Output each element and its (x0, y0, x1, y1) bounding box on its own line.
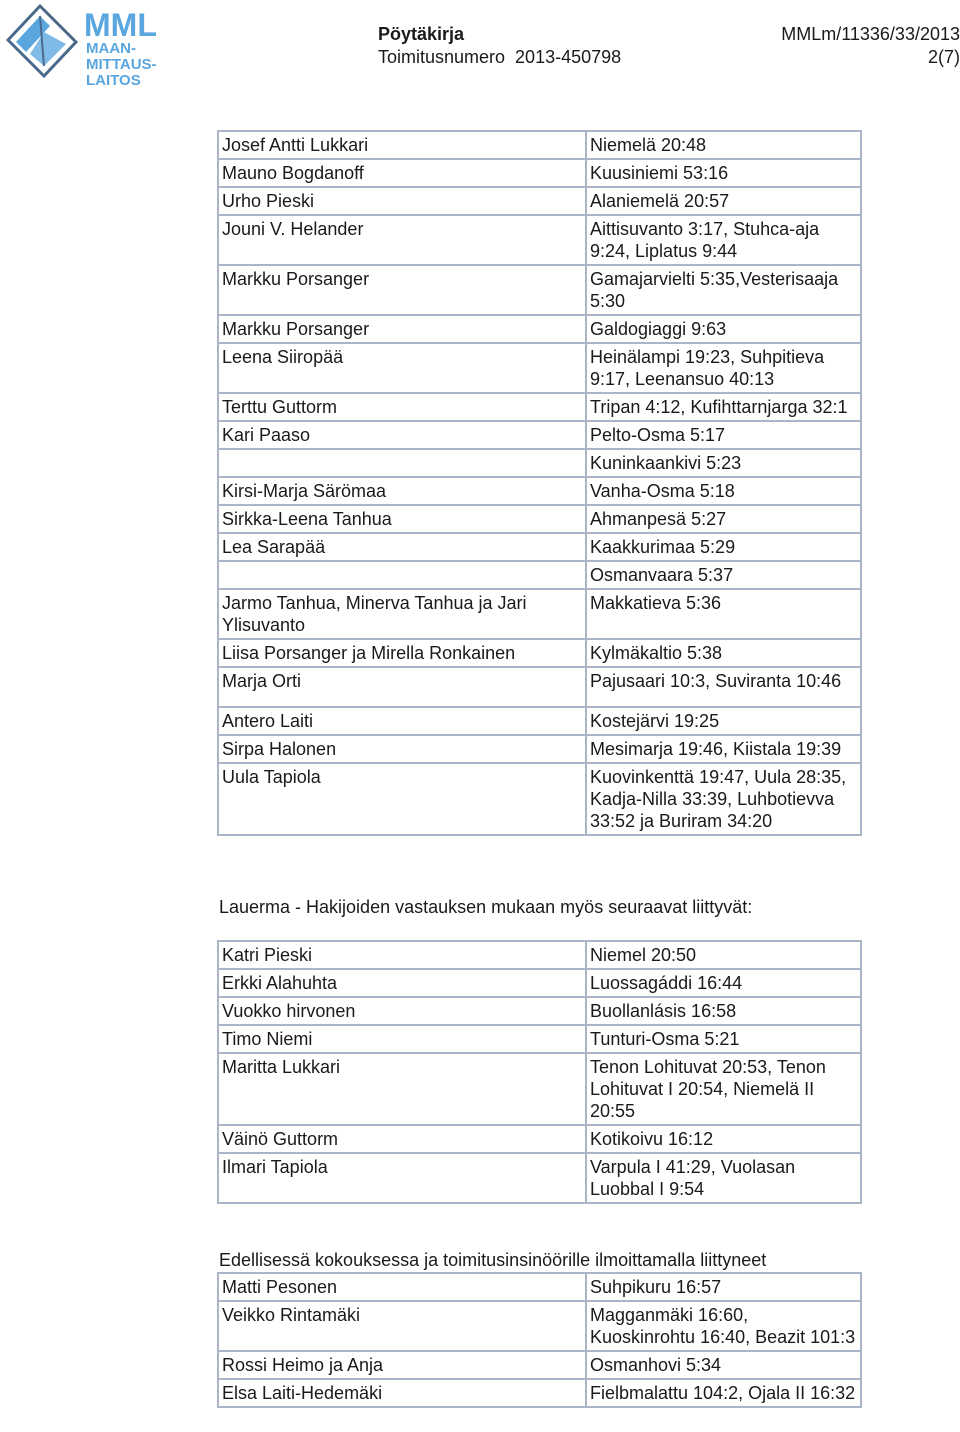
place-cell: Alaniemelä 20:57 (586, 187, 861, 215)
name-cell: Josef Antti Lukkari (218, 131, 586, 159)
logo-line-1: MAAN- (86, 40, 136, 57)
table-row (218, 941, 861, 969)
place-cell: Tripan 4:12, Kufihttarnjarga 32:1 (586, 393, 861, 421)
logo-mml-text: MML (84, 7, 157, 43)
table-row (218, 505, 861, 533)
table-row (218, 187, 861, 215)
table-row (218, 533, 861, 561)
name-cell: Ilmari Tapiola (218, 1153, 586, 1203)
table-row (218, 1379, 861, 1407)
place-cell: Mesimarja 19:46, Kiistala 19:39 (586, 735, 861, 763)
table-row (218, 421, 861, 449)
place-cell: Magganmäki 16:60, Kuoskinrohtu 16:40, Beazit 101:3 (586, 1301, 861, 1351)
map-book-icon (4, 2, 174, 90)
name-cell: Kari Paaso (218, 421, 586, 449)
name-cell: Sirpa Halonen (218, 735, 586, 763)
name-cell: Marja Orti (218, 667, 586, 707)
table-row (218, 969, 861, 997)
table-row (218, 1351, 861, 1379)
name-cell: Sirkka-Leena Tanhua (218, 505, 586, 533)
place-cell: Pajusaari 10:3, Suviranta 10:46 (586, 667, 861, 707)
mml-logo (4, 2, 174, 90)
table-row (218, 1125, 861, 1153)
name-cell: Jarmo Tanhua, Minerva Tanhua ja Jari Ylisuvanto (218, 589, 586, 639)
place-cell: Kuninkaankivi 5:23 (586, 449, 861, 477)
table-row (218, 131, 861, 159)
name-cell: Elsa Laiti-Hedemäki (218, 1379, 586, 1407)
place-cell: Kaakkurimaa 5:29 (586, 533, 861, 561)
name-cell: Maritta Lukkari (218, 1053, 586, 1125)
name-cell: Veikko Rintamäki (218, 1301, 586, 1351)
name-cell: Vuokko hirvonen (218, 997, 586, 1025)
document-reference: MMLm/11336/33/2013 (781, 24, 960, 44)
table-row (218, 997, 861, 1025)
document-number: Toimitusnumero 2013-450798 (378, 47, 622, 67)
place-cell: Suhpikuru 16:57 (586, 1273, 861, 1301)
name-cell: Erkki Alahuhta (218, 969, 586, 997)
name-cell (218, 449, 586, 477)
name-cell: Matti Pesonen (218, 1273, 586, 1301)
place-cell: Ahmanpesä 5:27 (586, 505, 861, 533)
name-cell: Kirsi-Marja Särömaa (218, 477, 586, 505)
owners-table-2 (217, 940, 862, 1204)
name-cell: Markku Porsanger (218, 265, 586, 315)
name-cell: Antero Laiti (218, 707, 586, 735)
name-cell: Lea Sarapää (218, 533, 586, 561)
name-cell: Katri Pieski (218, 941, 586, 969)
place-cell: Kotikoivu 16:12 (586, 1125, 861, 1153)
name-cell (218, 561, 586, 589)
logo-line-2: MITTAUS- (86, 56, 157, 73)
table-row (218, 561, 861, 589)
table-row (218, 159, 861, 187)
table-row (218, 589, 861, 639)
table-row (218, 763, 861, 835)
name-cell: Markku Porsanger (218, 315, 586, 343)
table-row (218, 639, 861, 667)
name-cell: Väinö Guttorm (218, 1125, 586, 1153)
name-cell: Terttu Guttorm (218, 393, 586, 421)
table-row (218, 449, 861, 477)
owners-table-1 (217, 130, 862, 836)
place-cell: Kuusiniemi 53:16 (586, 159, 861, 187)
place-cell: Tenon Lohituvat 20:53, Tenon Lohituvat I 20:54, Niemelä II 20:55 (586, 1053, 861, 1125)
table-row (218, 735, 861, 763)
table-row (218, 343, 861, 393)
table-row (218, 393, 861, 421)
name-cell: Jouni V. Helander (218, 215, 586, 265)
table-row (218, 1273, 861, 1301)
place-cell: Galdogiaggi 9:63 (586, 315, 861, 343)
table-row (218, 315, 861, 343)
place-cell: Pelto-Osma 5:17 (586, 421, 861, 449)
place-cell: Niemel 20:50 (586, 941, 861, 969)
place-cell: Niemelä 20:48 (586, 131, 861, 159)
place-cell: Varpula I 41:29, Vuolasan Luobbal I 9:54 (586, 1153, 861, 1203)
name-cell: Liisa Porsanger ja Mirella Ronkainen (218, 639, 586, 667)
place-cell: Osmanvaara 5:37 (586, 561, 861, 589)
table-row (218, 265, 861, 315)
name-cell: Urho Pieski (218, 187, 586, 215)
logo-line-3: LAITOS (86, 72, 141, 89)
place-cell: Luossagáddi 16:44 (586, 969, 861, 997)
place-cell: Kostejärvi 19:25 (586, 707, 861, 735)
place-cell: Vanha-Osma 5:18 (586, 477, 861, 505)
table-row (218, 1025, 861, 1053)
name-cell: Mauno Bogdanoff (218, 159, 586, 187)
place-cell: Tunturi-Osma 5:21 (586, 1025, 861, 1053)
place-cell: Heinälampi 19:23, Suhpitieva 9:17, Leenansuo 40:13 (586, 343, 861, 393)
name-cell: Timo Niemi (218, 1025, 586, 1053)
place-cell: Kuovinkenttä 19:47, Uula 28:35, Kadja-Nilla 33:39, Luhbotievva 33:52 ja Buriram 34:20 (586, 763, 861, 835)
table-row (218, 707, 861, 735)
place-cell: Makkatieva 5:36 (586, 589, 861, 639)
place-cell: Gamajarvielti 5:35,Vesterisaaja 5:30 (586, 265, 861, 315)
place-cell: Kylmäkaltio 5:38 (586, 639, 861, 667)
page-number: 2(7) (927, 47, 960, 67)
table-row (218, 477, 861, 505)
table-row (218, 1153, 861, 1203)
table-row (218, 215, 861, 265)
place-cell: Buollanlásis 16:58 (586, 997, 861, 1025)
table-row (218, 667, 861, 707)
table-row (218, 1301, 861, 1351)
table-row (218, 1053, 861, 1125)
owners-table-3 (217, 1272, 862, 1408)
name-cell: Rossi Heimo ja Anja (218, 1351, 586, 1379)
place-cell: Osmanhovi 5:34 (586, 1351, 861, 1379)
place-cell: Aittisuvanto 3:17, Stuhca-aja 9:24, Liplatus 9:44 (586, 215, 861, 265)
section-heading-previous-meeting: Edellisessä kokouksessa ja toimitusinsinöörille ilmoittamalla liittyneet (219, 1250, 767, 1270)
name-cell: Leena Siiropää (218, 343, 586, 393)
name-cell: Uula Tapiola (218, 763, 586, 835)
document-title: Pöytäkirja (378, 24, 465, 44)
section-heading-lauerma: Lauerma - Hakijoiden vastauksen mukaan myös seuraavat liittyvät: (219, 897, 753, 917)
place-cell: Fielbmalattu 104:2, Ojala II 16:32 (586, 1379, 861, 1407)
